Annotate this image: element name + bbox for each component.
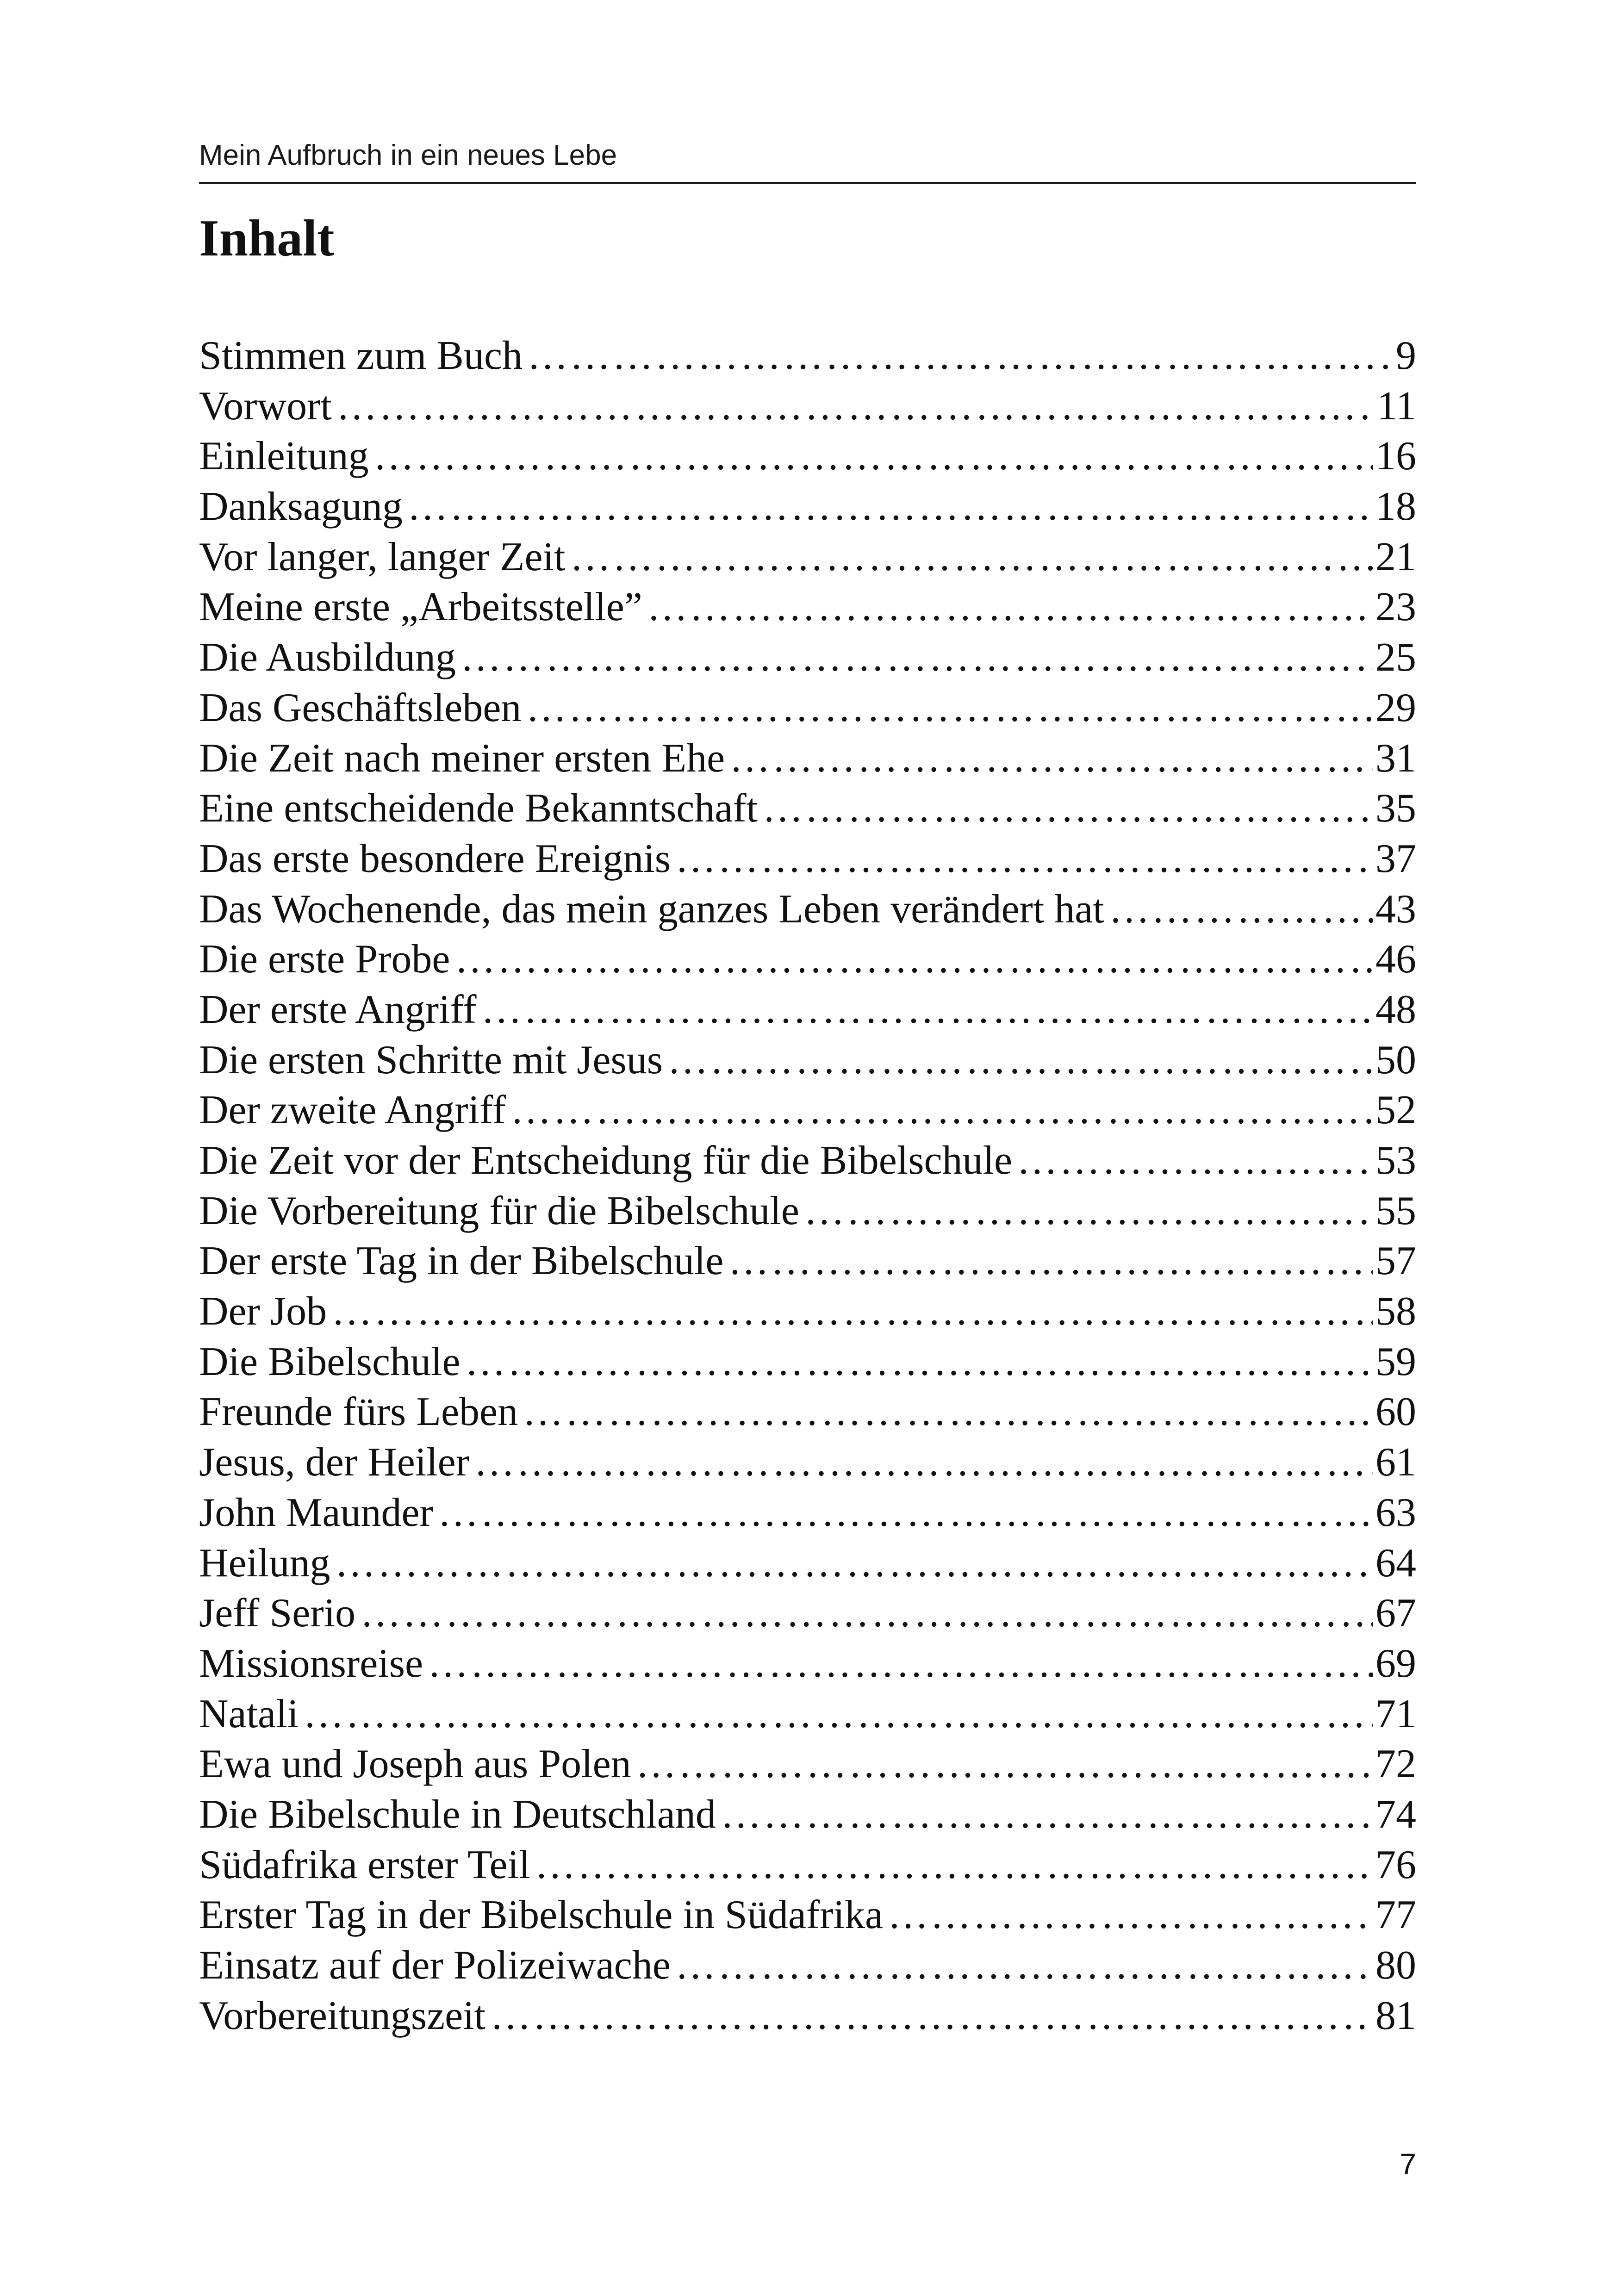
toc-entry-page: 60 <box>1375 1389 1416 1435</box>
toc-entry-page: 50 <box>1375 1037 1416 1083</box>
toc-entry-title: Vorwort <box>199 383 332 429</box>
toc-entry-title: Eine entscheidende Bekanntschaft <box>199 786 758 831</box>
toc-entry-page: 43 <box>1375 886 1416 932</box>
toc-entry <box>199 1890 1416 1941</box>
dot-leader <box>407 482 1373 532</box>
toc-entry-title: Der erste Tag in der Bibelschule <box>199 1238 724 1284</box>
toc-entry <box>199 482 1416 532</box>
toc-entry-page: 63 <box>1375 1490 1416 1535</box>
toc-entry-page: 72 <box>1375 1742 1416 1787</box>
toc-entry <box>199 431 1416 482</box>
toc-entry <box>199 1236 1416 1287</box>
dot-leader <box>438 1488 1373 1538</box>
toc-entry-title: Jesus, der Heiler <box>199 1440 470 1485</box>
dot-leader <box>303 1689 1373 1740</box>
toc-entry-title: John Maunder <box>199 1490 433 1535</box>
toc-entry-title: Einleitung <box>199 434 369 479</box>
toc-entry-page: 25 <box>1375 635 1416 680</box>
toc-entry <box>199 1488 1416 1538</box>
toc-entry-page: 71 <box>1375 1691 1416 1736</box>
toc-entry <box>199 1337 1416 1388</box>
toc-entry-title: Ewa und Joseph aus Polen <box>199 1742 631 1787</box>
toc-entry-page: 21 <box>1375 534 1416 579</box>
toc-entry <box>199 1538 1416 1589</box>
toc-entry-title: Der Job <box>199 1289 327 1334</box>
dot-leader <box>762 784 1373 834</box>
toc-entry-title: Die Zeit nach meiner ersten Ehe <box>199 735 725 781</box>
toc-entry <box>199 683 1416 734</box>
toc-entry-title: Der zweite Angriff <box>199 1088 506 1133</box>
toc-entry-page: 11 <box>1377 383 1416 429</box>
dot-leader <box>667 1035 1373 1086</box>
toc-entry-page: 52 <box>1375 1088 1416 1133</box>
dot-leader <box>523 1387 1373 1437</box>
toc-entry <box>199 1639 1416 1689</box>
dot-leader <box>728 1236 1373 1287</box>
toc-entry-title: Vor langer, langer Zeit <box>199 534 566 579</box>
toc-entry-page: 77 <box>1375 1892 1416 1938</box>
toc-entry-title: Die erste Probe <box>199 937 450 982</box>
toc-entry <box>199 884 1416 935</box>
toc-entry-page: 80 <box>1375 1943 1416 1988</box>
toc-entry-page: 16 <box>1375 434 1416 479</box>
toc-entry-title: Danksagung <box>199 484 403 529</box>
toc-entry-page: 67 <box>1375 1591 1416 1636</box>
toc-entry-title: Die Bibelschule in Deutschland <box>199 1792 716 1837</box>
dot-leader <box>454 934 1373 985</box>
dot-leader <box>1109 884 1373 935</box>
dot-leader <box>675 834 1373 884</box>
toc-entry <box>199 1588 1416 1639</box>
toc-entry <box>199 1085 1416 1136</box>
toc-entry <box>199 1689 1416 1740</box>
toc-entry <box>199 1739 1416 1790</box>
toc-entry-title: Einsatz auf der Polizeiwache <box>199 1943 671 1988</box>
toc-entry-title: Die Zeit vor der Entscheidung für die Bibelschule <box>199 1138 1013 1183</box>
running-header: Mein Aufbruch in ein neues Lebe <box>199 139 617 171</box>
toc-entry-title: Das Geschäftsleben <box>199 685 522 730</box>
toc-entry-title: Freunde fürs Leben <box>199 1389 518 1435</box>
toc-entry <box>199 331 1416 381</box>
toc-entry <box>199 784 1416 834</box>
dot-leader <box>481 985 1373 1035</box>
toc-entry <box>199 934 1416 985</box>
toc-entry-page: 31 <box>1375 735 1416 781</box>
toc-entry-page: 64 <box>1375 1540 1416 1586</box>
toc-entry-title: Das erste besondere Ereignis <box>199 836 671 881</box>
toc-entry-page: 9 <box>1396 333 1416 378</box>
dot-leader <box>474 1437 1373 1488</box>
toc-entry-title: Das Wochenende, das mein ganzes Leben verändert hat <box>199 886 1104 932</box>
dot-leader <box>461 633 1373 683</box>
toc-entry-title: Die Bibelschule <box>199 1339 461 1384</box>
toc-entry-title: Die Ausbildung <box>199 635 456 680</box>
toc-entry-title: Die ersten Schritte mit Jesus <box>199 1037 663 1083</box>
dot-leader <box>335 1538 1373 1589</box>
toc-entry <box>199 1186 1416 1237</box>
toc-entry <box>199 834 1416 884</box>
dot-leader <box>675 1941 1373 1991</box>
dot-leader <box>636 1739 1373 1790</box>
dot-leader <box>510 1085 1373 1136</box>
toc-entry-title: Missionsreise <box>199 1641 423 1686</box>
toc-entry-title: Jeff Serio <box>199 1591 356 1636</box>
dot-leader <box>428 1639 1373 1689</box>
dot-leader <box>465 1337 1373 1388</box>
toc-entry-page: 58 <box>1375 1289 1416 1334</box>
toc-entry <box>199 582 1416 633</box>
dot-leader <box>527 331 1393 381</box>
header-rule <box>199 182 1416 184</box>
dot-leader <box>888 1890 1373 1941</box>
dot-leader <box>373 431 1373 482</box>
toc-entry-title: Meine erste „Arbeitsstelle” <box>199 585 642 630</box>
toc-entry <box>199 532 1416 583</box>
toc-entry-page: 46 <box>1375 937 1416 982</box>
toc-entry-page: 29 <box>1375 685 1416 730</box>
dot-leader <box>729 734 1373 784</box>
toc-entry <box>199 985 1416 1035</box>
toc-entry-title: Heilung <box>199 1540 330 1586</box>
toc-entry <box>199 1437 1416 1488</box>
toc-entry <box>199 1991 1416 2041</box>
toc-entry-page: 57 <box>1375 1238 1416 1284</box>
toc-entry <box>199 1287 1416 1337</box>
toc-entry <box>199 1790 1416 1840</box>
toc-entry-title: Der erste Angriff <box>199 987 477 1032</box>
dot-leader <box>804 1186 1373 1237</box>
dot-leader <box>1017 1136 1373 1186</box>
toc-entry <box>199 1035 1416 1086</box>
toc-entry-page: 48 <box>1375 987 1416 1032</box>
dot-leader <box>526 683 1373 734</box>
toc-entry <box>199 381 1416 432</box>
toc-entry-title: Die Vorbereitung für die Bibelschule <box>199 1188 799 1233</box>
toc-entry <box>199 1387 1416 1437</box>
toc-entry-page: 55 <box>1375 1188 1416 1233</box>
toc-entry-page: 61 <box>1375 1440 1416 1485</box>
toc-entry-title: Natali <box>199 1691 299 1736</box>
toc-entry <box>199 1840 1416 1891</box>
dot-leader <box>331 1287 1373 1337</box>
toc-entry-title: Südafrika erster Teil <box>199 1842 530 1887</box>
dot-leader <box>721 1790 1373 1840</box>
toc-entry-page: 81 <box>1375 1993 1416 2038</box>
table-of-contents <box>199 331 1416 2041</box>
dot-leader <box>336 381 1374 432</box>
dot-leader <box>570 532 1373 583</box>
toc-entry-page: 76 <box>1375 1842 1416 1887</box>
toc-entry-page: 37 <box>1375 836 1416 881</box>
dot-leader <box>360 1588 1373 1639</box>
toc-entry-title: Stimmen zum Buch <box>199 333 523 378</box>
toc-entry <box>199 1136 1416 1186</box>
page-number: 7 <box>1400 2147 1416 2181</box>
toc-entry-page: 18 <box>1375 484 1416 529</box>
toc-entry-page: 74 <box>1375 1792 1416 1837</box>
toc-entry-page: 35 <box>1375 786 1416 831</box>
toc-entry-page: 53 <box>1375 1138 1416 1183</box>
toc-entry-page: 59 <box>1375 1339 1416 1384</box>
dot-leader <box>647 582 1373 633</box>
toc-entry <box>199 633 1416 683</box>
toc-entry-page: 69 <box>1375 1641 1416 1686</box>
dot-leader <box>535 1840 1373 1891</box>
toc-entry-page: 23 <box>1375 585 1416 630</box>
dot-leader <box>490 1991 1373 2041</box>
toc-entry <box>199 734 1416 784</box>
toc-entry-title: Erster Tag in der Bibelschule in Südafrika <box>199 1892 884 1938</box>
toc-entry-title: Vorbereitungszeit <box>199 1993 486 2038</box>
toc-entry <box>199 1941 1416 1991</box>
page-title: Inhalt <box>199 210 335 267</box>
